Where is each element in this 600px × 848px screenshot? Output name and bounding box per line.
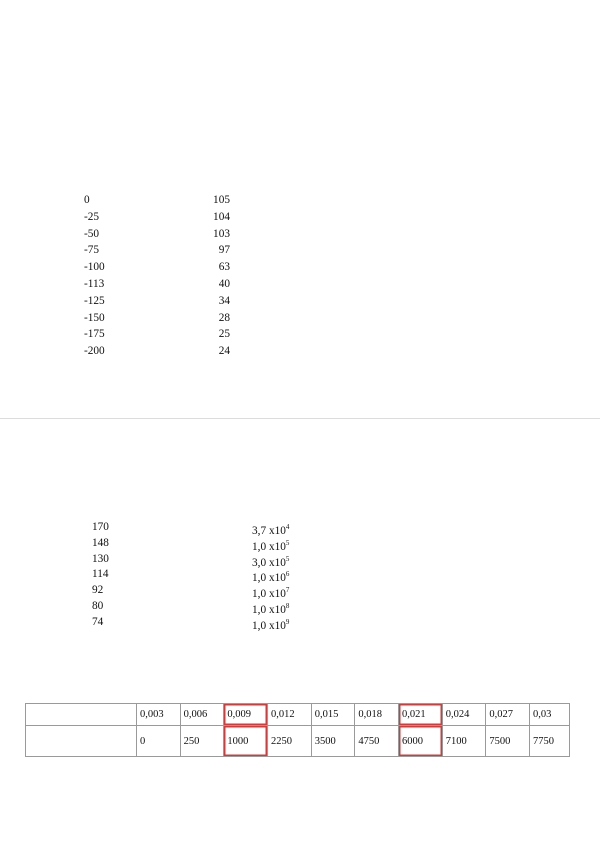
deformation-cell: 0,015 — [311, 704, 355, 726]
temp-cell: -125 — [84, 294, 105, 307]
time-cell: 1000 — [224, 726, 268, 757]
time-cell: 2250 — [268, 726, 312, 757]
cycles-cell: 3,7 $x10^4$ — [252, 523, 290, 537]
deformation-cell: 0,018 — [355, 704, 399, 726]
deformation-cell: 0,024 — [442, 704, 486, 726]
deformation-cell: 0,027 — [486, 704, 530, 726]
row-label — [26, 704, 137, 726]
amplitude-cell: 114 — [92, 568, 109, 581]
energy-cell: 105 — [213, 194, 230, 206]
table-row — [26, 726, 570, 757]
temp-cell: -25 — [84, 210, 100, 223]
temp-cell: -113 — [84, 278, 105, 290]
cycles-cell: 3,0 $x10^5$ — [252, 554, 290, 569]
energy-cell: 40 — [218, 278, 230, 290]
time-cell: 7100 — [442, 726, 486, 757]
amplitude-cell: 80 — [92, 600, 104, 612]
time-cell: 6000 — [399, 726, 443, 757]
amplitude-cell: 170 — [92, 521, 109, 533]
row-label — [26, 726, 137, 757]
energy-cell: 28 — [218, 311, 230, 324]
cycles-cell: 1,0 $x10^5$ — [252, 538, 290, 553]
p12-solution — [22, 670, 26, 683]
deformation-cell: 0,003 — [137, 704, 181, 726]
deformation-cell: 0,03 — [530, 704, 570, 726]
temp-cell: -150 — [84, 311, 105, 324]
energy-cell: 34 — [218, 294, 230, 307]
amplitude-cell: 130 — [92, 552, 109, 565]
energy-cell: 104 — [213, 210, 230, 223]
temp-cell: -175 — [84, 328, 105, 341]
cycles-cell: 1,0 $x10^9$ — [252, 617, 290, 632]
deformation-cell: 0,009 — [224, 704, 268, 726]
charpy-chart — [300, 170, 600, 415]
sn-chart — [350, 505, 550, 655]
amplitude-cell: 74 — [92, 615, 104, 628]
energy-cell: 25 — [218, 328, 230, 341]
temp-cell: -100 — [84, 261, 105, 274]
deformation-cell: 0,012 — [268, 704, 312, 726]
cycles-cell: 1,0 $x10^6$ — [252, 570, 290, 585]
deformation-cell: 0,006 — [180, 704, 224, 726]
deformation-cell: 0,021 — [399, 704, 443, 726]
creep-table — [25, 703, 570, 757]
energy-cell: 97 — [218, 244, 230, 257]
cycles-cell: 1,0 $x10^7$ — [252, 586, 290, 600]
cycles-cell: 1,0 $x10^8$ — [252, 602, 290, 616]
time-cell: 3500 — [311, 726, 355, 757]
time-cell: 4750 — [355, 726, 399, 757]
time-cell: 0 — [137, 726, 181, 757]
time-cell: 7500 — [486, 726, 530, 757]
energy-cell: 103 — [213, 227, 230, 240]
energy-cell: 63 — [218, 261, 230, 274]
temp-cell: -75 — [84, 244, 100, 257]
temp-cell: -200 — [84, 345, 105, 358]
amplitude-cell: 92 — [92, 584, 104, 597]
energy-cell: 24 — [218, 345, 230, 358]
table-row — [26, 704, 570, 726]
time-cell: 250 — [180, 726, 224, 757]
temp-cell: -50 — [84, 227, 100, 240]
amplitude-cell: 148 — [92, 536, 109, 549]
time-cell: 7750 — [530, 726, 570, 757]
temp-cell: 0 — [84, 194, 90, 206]
